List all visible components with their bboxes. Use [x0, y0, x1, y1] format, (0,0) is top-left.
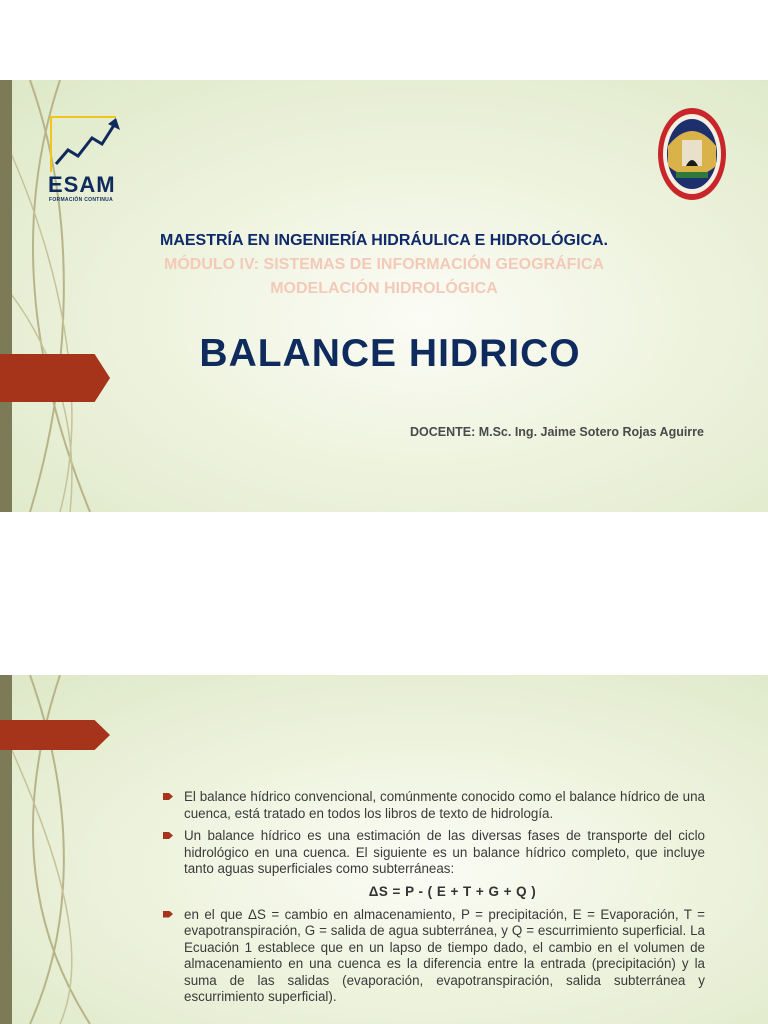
growth-chart-icon	[54, 116, 120, 170]
bullet-arrow-icon	[163, 793, 173, 800]
slide-main-title: BALANCE HIDRICO	[199, 332, 581, 375]
content-slide	[0, 675, 768, 1024]
instructor-credit: DOCENTE: M.Sc. Ing. Jaime Sotero Rojas Aguirre	[409, 425, 704, 439]
bullet-text: en el que ΔS = cambio en almacenamiento, P = precipitación, E = Evaporación, T = evapotranspiración, G = salida de agua subterránea, y Q = escurrimiento superficial. La Ecuación 1 establece que en un lapso de tiempo dado, el cambio en el volumen de almacenamiento en una cuenca es la diferencia entre la entrada (precipitación) y la suma de las salidas (evaporación, evapotranspiración, salida subterránea y escurrimiento superficial).	[184, 906, 705, 1004]
esam-logo	[48, 114, 122, 208]
bullet-arrow-icon	[163, 911, 173, 918]
water-balance-equation: ΔS = P - ( E + T + G + Q )	[368, 883, 537, 899]
esam-logo-word: ESAM	[48, 172, 116, 197]
bullet-arrow-icon	[163, 832, 173, 839]
module-subtitle: MODELACIÓN HIDROLÓGICA	[270, 280, 498, 297]
esam-logo-sub: FORMACIÓN CONTINUA	[49, 197, 114, 203]
bullet-text: Un balance hídrico es una estimación de las diversas fases de transporte del ciclo hidrológico en una cuenca. El siguiente es un balance hídrico completo, que incluye tanto aguas superficiales como subterráneas:	[184, 828, 705, 876]
bullet-list	[160, 789, 705, 1012]
bullet-item	[160, 789, 705, 822]
module-title: MÓDULO IV: SISTEMAS DE INFORMACIÓN GEOGRÁFICA	[163, 256, 604, 273]
bullet-item	[160, 907, 705, 1006]
accent-arrow	[0, 720, 110, 750]
title-slide	[0, 80, 768, 512]
program-title: MAESTRÍA EN INGENIERÍA HIDRÁULICA E HIDROLÓGICA.	[159, 232, 608, 249]
bullet-item	[160, 828, 705, 878]
university-seal-icon	[656, 106, 728, 202]
bullet-text: El balance hídrico convencional, comúnmente conocido como el balance hídrico de una cuenca, está tratado en todos los libros de texto de hidrología.	[184, 789, 705, 821]
